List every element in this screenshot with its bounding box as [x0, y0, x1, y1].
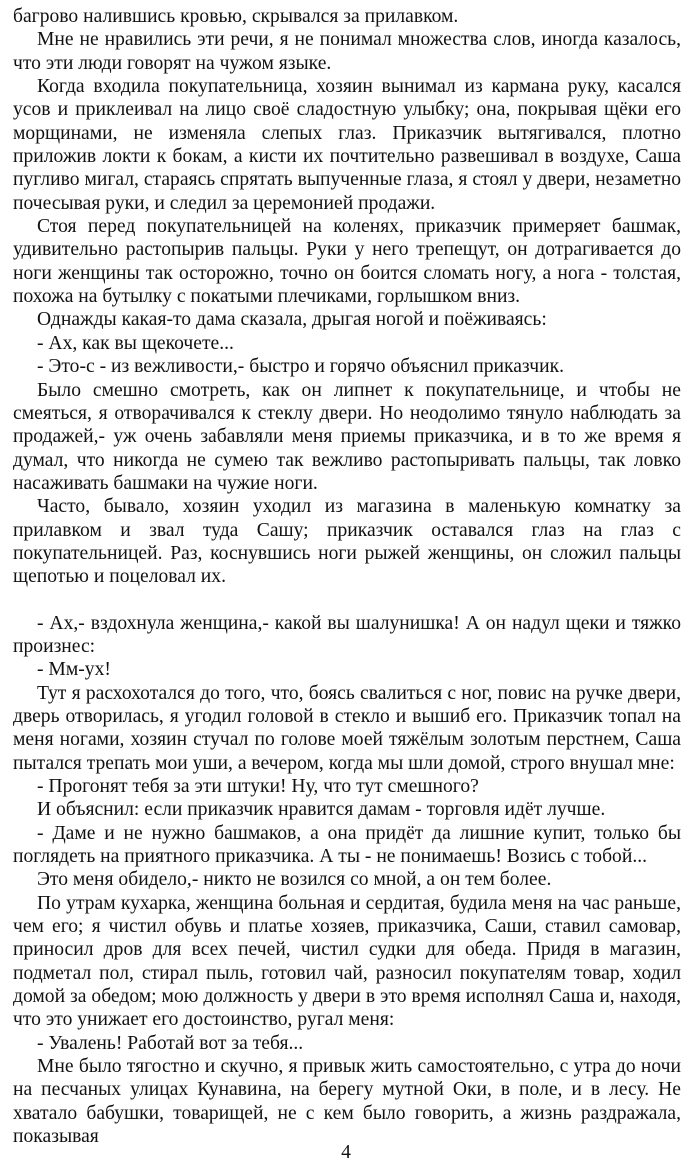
paragraph: Тут я расхохотался до того, что, боясь свалиться с ног, повис на ручке двери, дверь отворилась, я угодил головой в стекло и вышиб его. Приказчик топал на меня ногами, хозяин стучал по голове моей тяжёлым золотым перстнем, Саша пытался трепать мои уши, а вечером, когда мы шли домой, строго внушал мне: — [13, 682, 681, 774]
paragraph-continuation: багрово налившись кровью, скрывался за прилавком. — [13, 6, 459, 27]
dialogue-line: - Даме и не нужно башмаков, а она придёт да лишние купит, только бы поглядеть на приятного приказчика. А ты - не понимаешь! Возись с тобой... — [13, 822, 681, 868]
book-page — [13, 5, 681, 1149]
page-number: 4 — [341, 1142, 351, 1163]
dialogue-line: - Это-с - из вежливости,- быстро и горячо объяснил приказчик. — [37, 356, 565, 378]
dialogue-line: - Увалень! Работай вот за тебя... — [37, 1032, 304, 1054]
dialogue-line: - Ах, как вы щекочете... — [37, 332, 234, 354]
blank-line — [13, 589, 681, 612]
paragraph: По утрам кухарка, женщина больная и сердитая, будила меня на час раньше, чем его; я чистил обувь и платье хозяев, приказчика, Саши, ставил самовар, приносил дров для всех печей, чистил судки для обеда. Придя в магазин, подметал пол, стирал пыль, готовил чай, разносил покупателям товар, ходил домой за обедом; мою должность у двери в это время исполнял Саша и, находя, что это унижает его достоинство, ругал меня: — [13, 892, 681, 1031]
paragraph: Это меня обидело,- никто не возился со мной, а он тем более. — [37, 869, 552, 891]
paragraph: Мне было тягостно и скучно, я привык жить самостоятельно, с утра до ночи на песчаных улицах Кунавина, на берегу мутной Оки, в поле, и в лесу. Не хватало бабушки, товарищей, не с кем было говорить, а жизнь раздражала, показывая — [13, 1056, 681, 1148]
paragraph: Было смешно смотреть, как он липнет к покупательнице, и чтобы не смеяться, я отворачивался к стеклу двери. Но неодолимо тянуло наблюдать за продажей,- уж очень забавляли меня приемы приказчика, и в то же время я думал, что никогда не сумею так вежливо растопыривать пальцы, так ловко насаживать башмаки на чужие ноги. — [13, 379, 681, 494]
paragraph: Когда входила покупательница, хозяин вынимал из кармана руку, касался усов и приклеивал на лицо своё сладостную улыбку; она, покрывая щёки его морщинами, не изменяла слепых глаз. Приказчик вытягивался, плотно приложив локти к бокам, а кисти их почтительно развешивал в воздухе, Саша пугливо мигал, стараясь спрятать выпученные глаза, я стоял у двери, незаметно почесывая руки, и следил за церемонией продажи. — [13, 76, 681, 214]
paragraph: Мне не нравились эти речи, я не понимал множества слов, иногда казалось, что эти люди говорят на чужом языке. — [13, 29, 681, 74]
paragraph: И объяснил: если приказчик нравится дамам - торговля идёт лучше. — [37, 799, 606, 821]
dialogue-line: - Ах,- вздохнула женщина,- какой вы шалунишка! А он надул щеки и тяжко произнес: — [13, 612, 681, 657]
paragraph: Однажды какая-то дама сказала, дрыгая ногой и поёживаясь: — [37, 309, 547, 331]
dialogue-line: - Прогонят тебя за эти штуки! Ну, что тут смешного? — [37, 776, 479, 797]
paragraph: Стоя перед покупательницей на коленях, приказчик примеряет башмак, удивительно растопырив пальцы. Руки у него трепещут, он дотрагивается до ноги женщины так осторожно, точно он боится сломать ногу, а нога - толстая, похожа на бутылку с покатыми плечиками, горлышком вниз. — [13, 216, 681, 308]
paragraph: Часто, бывало, хозяин уходил из магазина в маленькую комнатку за прилавком и звал туда Сашу; приказчик оставался глаз на глаз с покупательницей. Раз, коснувшись ноги рыжей женщины, он сложил пальцы щепотью и поцеловал их. — [13, 496, 681, 588]
dialogue-line: - Мм-ух! — [37, 659, 111, 681]
